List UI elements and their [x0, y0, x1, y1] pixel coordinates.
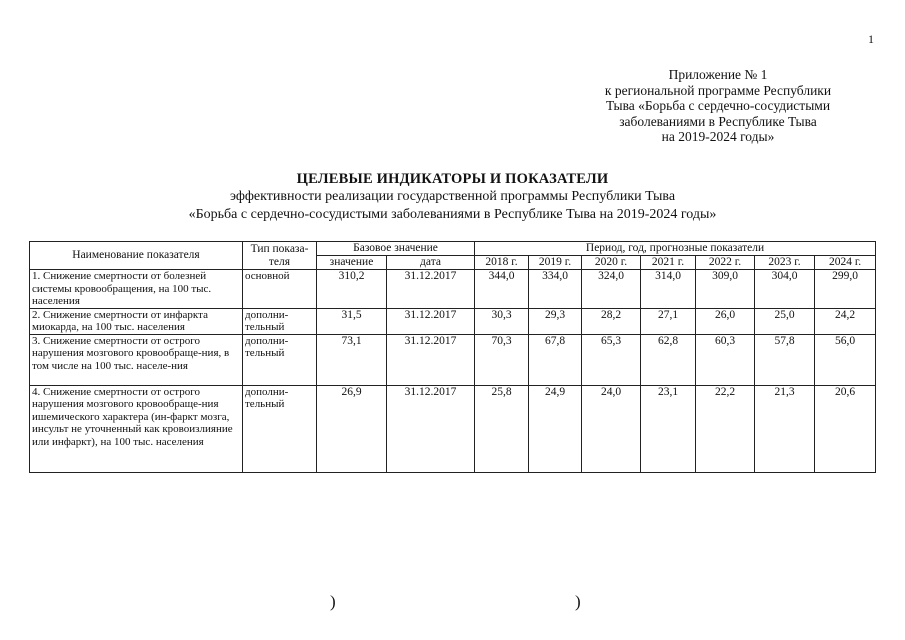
scan-mark: ) — [330, 592, 336, 611]
base-value: 31,5 — [317, 308, 387, 334]
year-value: 57,8 — [755, 334, 815, 385]
indicator-type: дополни-тельный — [243, 334, 317, 385]
scan-mark: ) — [575, 592, 581, 611]
base-value: 310,2 — [317, 270, 387, 309]
year-value: 65,3 — [582, 334, 641, 385]
year-value: 334,0 — [529, 270, 582, 309]
year-value: 20,6 — [815, 385, 876, 472]
year-value: 299,0 — [815, 270, 876, 309]
header-forecast-period: Период, год, прогнозные показатели — [475, 242, 876, 256]
year-value: 67,8 — [529, 334, 582, 385]
appendix-note — [573, 67, 863, 145]
page-number: 1 — [868, 32, 874, 46]
table-row — [30, 308, 876, 334]
header-year: 2018 г. — [475, 256, 529, 270]
indicators-table — [29, 241, 876, 473]
header-year: 2021 г. — [641, 256, 696, 270]
year-value: 23,1 — [641, 385, 696, 472]
year-value: 62,8 — [641, 334, 696, 385]
year-value: 70,3 — [475, 334, 529, 385]
header-year: 2023 г. — [755, 256, 815, 270]
header-year: 2024 г. — [815, 256, 876, 270]
appendix-line: к региональной программе Республики — [604, 82, 832, 98]
indicator-name: 2. Снижение смертности от инфаркта миокарда, на 100 тыс. населения — [30, 308, 243, 334]
header-year: 2019 г. — [529, 256, 582, 270]
indicator-type: дополни-тельный — [243, 308, 317, 334]
base-date: 31.12.2017 — [387, 308, 475, 334]
indicator-type: дополни-тельный — [243, 385, 317, 472]
document-subtitle-program: «Борьба с сердечно-сосудистыми заболеваниями в Республике Тыва на 2019-2024 годы» — [188, 207, 717, 222]
year-value: 304,0 — [755, 270, 815, 309]
header-base-value: Базовое значение — [317, 242, 475, 256]
year-value: 344,0 — [475, 270, 529, 309]
year-value: 309,0 — [696, 270, 755, 309]
year-value: 24,0 — [582, 385, 641, 472]
header-year: 2020 г. — [582, 256, 641, 270]
year-value: 24,2 — [815, 308, 876, 334]
table-row — [30, 270, 876, 309]
table-row — [30, 385, 876, 472]
base-value: 26,9 — [317, 385, 387, 472]
base-date: 31.12.2017 — [387, 270, 475, 309]
year-value: 25,0 — [755, 308, 815, 334]
year-value: 22,2 — [696, 385, 755, 472]
indicator-type: основной — [243, 270, 317, 309]
base-date: 31.12.2017 — [387, 385, 475, 472]
year-value: 314,0 — [641, 270, 696, 309]
base-date: 31.12.2017 — [387, 334, 475, 385]
indicator-name: 4. Снижение смертности от острого нарушения мозгового кровообраще-ния ишемического характера (ин-фаркт мозга, инсульт не уточненный как кровоизлияние или инфаркт), на 100 тыс. населения — [30, 385, 243, 472]
year-value: 28,2 — [582, 308, 641, 334]
table-row — [30, 334, 876, 385]
header-indicator-type: Тип показа-теля — [243, 242, 317, 270]
year-value: 27,1 — [641, 308, 696, 334]
appendix-line: на 2019-2024 годы» — [661, 129, 775, 144]
document-subtitle: эффективности реализации государственной программы Республики Тыва — [229, 189, 676, 204]
base-value: 73,1 — [317, 334, 387, 385]
year-value: 24,9 — [529, 385, 582, 472]
year-value: 60,3 — [696, 334, 755, 385]
document-title: ЦЕЛЕВЫЕ ИНДИКАТОРЫ И ПОКАЗАТЕЛИ — [296, 171, 609, 187]
header-base-value-col: значение — [317, 256, 387, 270]
year-value: 30,3 — [475, 308, 529, 334]
year-value: 29,3 — [529, 308, 582, 334]
year-value: 25,8 — [475, 385, 529, 472]
indicator-name: 3. Снижение смертности от острого нарушения мозгового кровообраще-ния, в том числе на 100 тыс. населе-ния — [30, 334, 243, 385]
year-value: 26,0 — [696, 308, 755, 334]
header-base-date-col: дата — [387, 256, 475, 270]
year-value: 324,0 — [582, 270, 641, 309]
appendix-line: заболеваниями в Республике Тыва — [619, 113, 817, 129]
appendix-line: Приложение № 1 — [668, 67, 768, 82]
header-indicator-name: Наименование показателя — [30, 242, 243, 270]
indicator-name: 1. Снижение смертности от болезней системы кровообращения, на 100 тыс. населения — [30, 270, 243, 309]
appendix-line: Тыва «Борьба с сердечно-сосудистыми — [605, 98, 831, 113]
year-value: 56,0 — [815, 334, 876, 385]
year-value: 21,3 — [755, 385, 815, 472]
header-year: 2022 г. — [696, 256, 755, 270]
